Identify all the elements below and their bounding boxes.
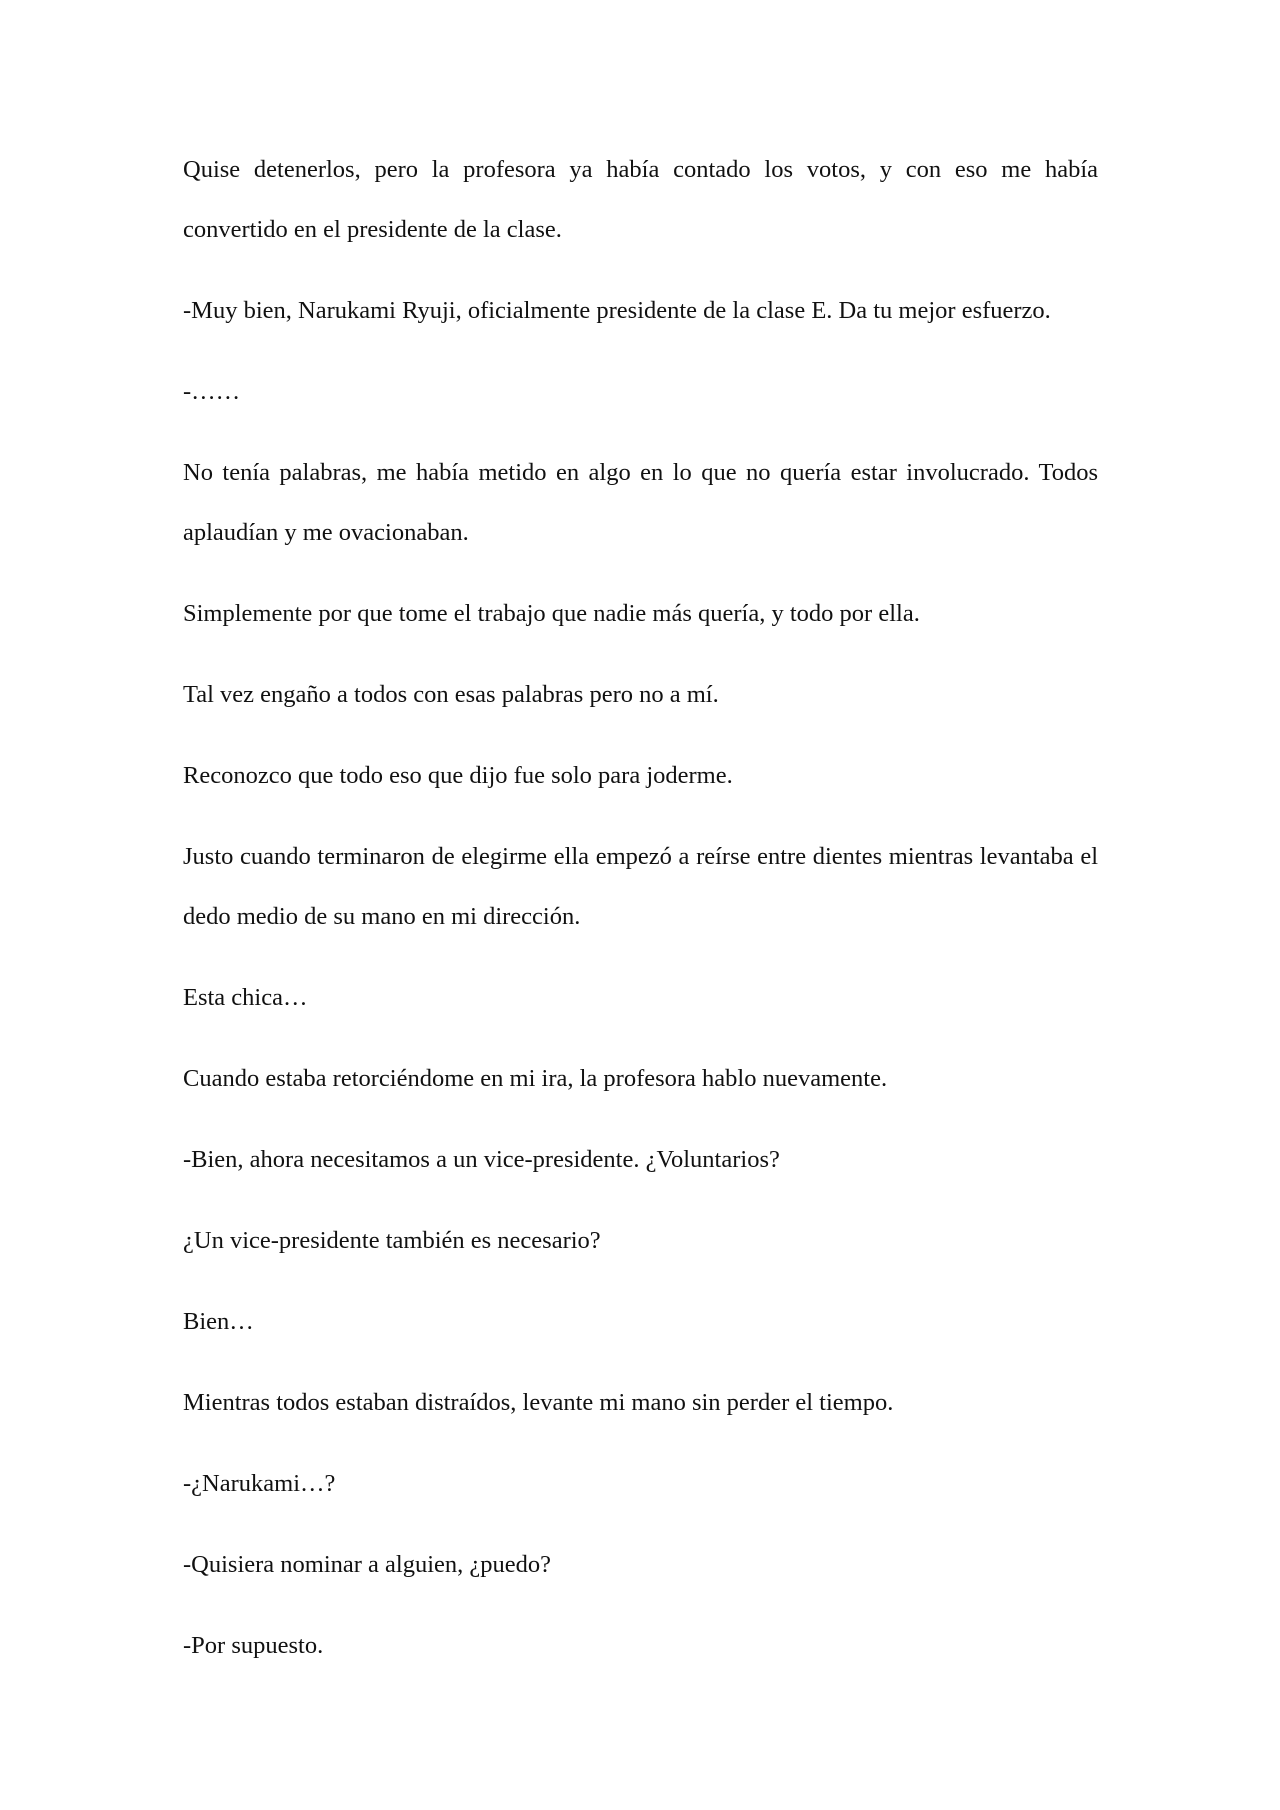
paragraph: Tal vez engaño a todos con esas palabras pero no a mí. — [183, 681, 719, 708]
paragraph: -¿Narukami…? — [183, 1470, 336, 1497]
paragraph: -Por supuesto. — [183, 1632, 324, 1659]
paragraph: Mientras todos estaban distraídos, levante mi mano sin perder el tiempo. — [183, 1389, 894, 1416]
paragraph: Simplemente por que tome el trabajo que nadie más quería, y todo por ella. — [183, 600, 920, 627]
paragraph: Cuando estaba retorciéndome en mi ira, la profesora hablo nuevamente. — [183, 1065, 888, 1092]
paragraph: Esta chica… — [183, 984, 308, 1011]
paragraph: Bien… — [183, 1308, 254, 1335]
paragraph: -Quisiera nominar a alguien, ¿puedo? — [183, 1551, 552, 1578]
paragraph: Quise detenerlos, pero la profesora ya había contado los votos, y con eso me había convertido en el presidente de la clase. — [183, 156, 1098, 243]
paragraph: No tenía palabras, me había metido en algo en lo que no quería estar involucrado. Todos aplaudían y me ovacionaban. — [183, 459, 1098, 546]
text-column — [183, 140, 1098, 1697]
paragraph: -…… — [183, 378, 241, 405]
paragraph: -Bien, ahora necesitamos a un vice-presidente. ¿Voluntarios? — [183, 1146, 780, 1173]
paragraph: -Muy bien, Narukami Ryuji, oficialmente presidente de la clase E. Da tu mejor esfuerzo. — [183, 297, 1051, 324]
paragraph: ¿Un vice-presidente también es necesario? — [183, 1227, 601, 1254]
paragraph: Reconozco que todo eso que dijo fue solo para joderme. — [183, 762, 733, 789]
paragraph: Justo cuando terminaron de elegirme ella empezó a reírse entre dientes mientras levantaba el dedo medio de su mano en mi dirección. — [183, 843, 1098, 930]
